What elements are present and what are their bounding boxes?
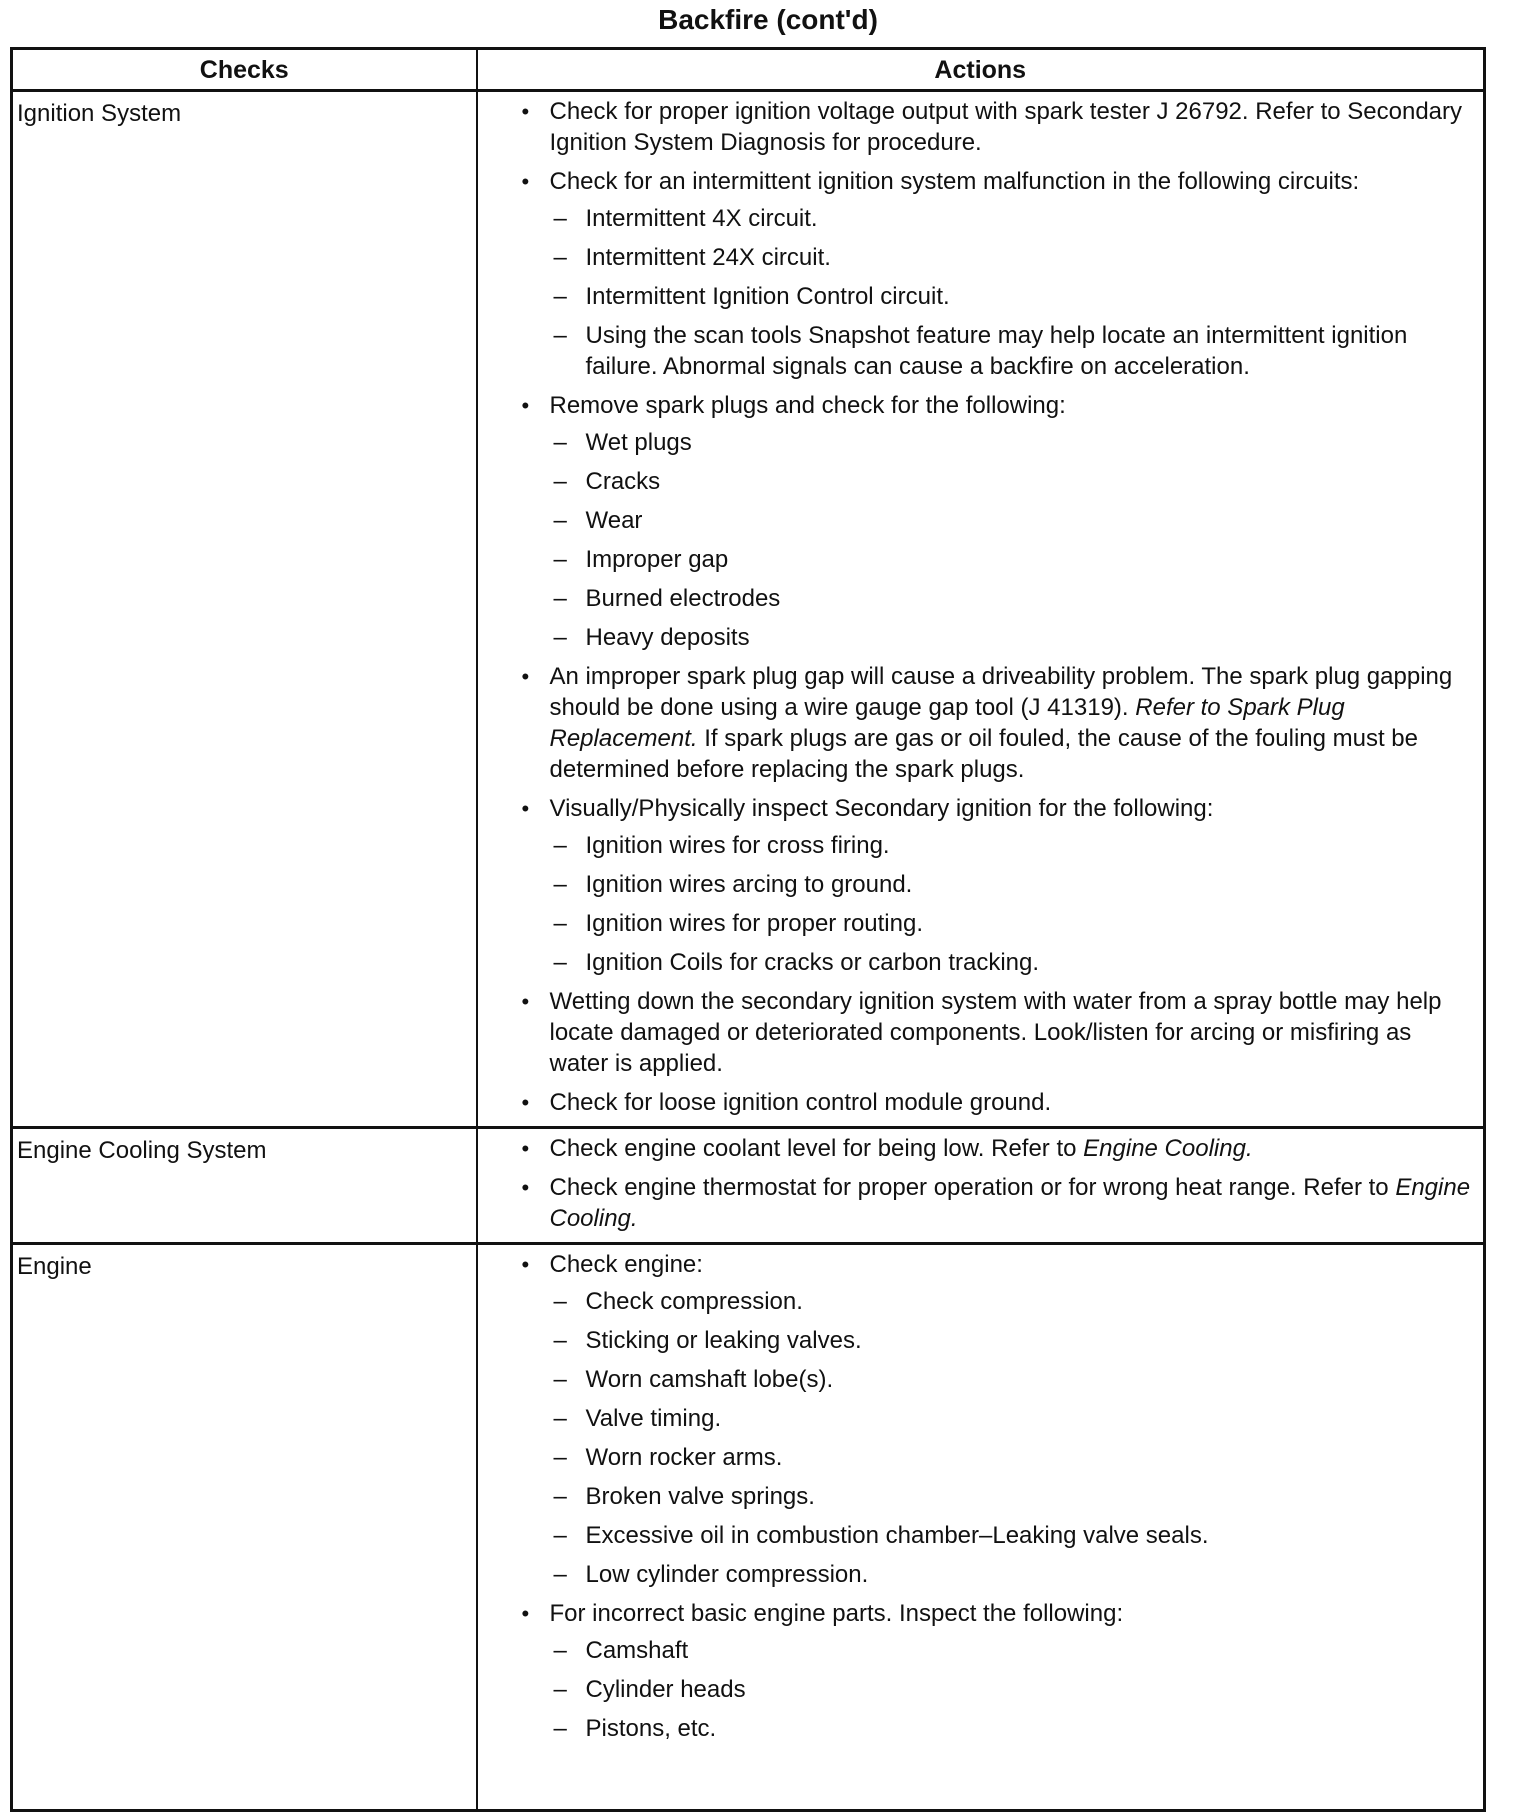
sub-item [550,281,1474,312]
action-text: For incorrect basic engine parts. Inspect the following: [549,1600,1124,1627]
sub-text: Ignition wires arcing to ground. [585,871,913,898]
sub-item [550,320,1474,382]
dash-icon: – [553,322,567,349]
reference-text: Refer to Spark Plug Replacement. [549,694,1345,752]
sub-list [550,1635,1474,1744]
dash-icon: – [553,624,567,651]
dash-icon: – [553,1676,567,1703]
dash-icon: – [553,429,567,456]
action-item [518,1172,1474,1234]
action-text: Check engine coolant level for being low. Refer to [549,1135,1077,1162]
sub-item [550,466,1474,497]
bullet-icon: • [521,1136,530,1161]
sub-text: Cylinder heads [585,1676,746,1703]
sub-text: Intermittent 24X circuit. [585,244,831,271]
dash-icon: – [553,910,567,937]
bullet-icon: • [521,169,530,194]
action-text: Visually/Physically inspect Secondary ignition for the following: [549,795,1214,822]
dash-icon: – [553,546,567,573]
dash-icon: – [553,1288,567,1315]
bullet-icon: • [521,1175,530,1200]
dash-icon: – [553,1405,567,1432]
action-text: Check for proper ignition voltage output with spark tester J 26792. Refer to Secondary Ignition System Diagnosis for procedure. [549,98,1463,156]
action-text: Check for loose ignition control module ground. [549,1089,1052,1116]
check-cell: Ignition System [12,91,477,1128]
sub-text: Pistons, etc. [585,1715,717,1742]
sub-item [550,1442,1474,1473]
action-item [518,1133,1474,1164]
action-item [518,1249,1474,1590]
diagnosis-table [10,47,1486,1812]
action-text: Remove spark plugs and check for the following: [549,392,1066,419]
dash-icon: – [553,832,567,859]
sub-item [550,544,1474,575]
actions-column-header: Actions [477,49,1485,91]
sub-text: Improper gap [585,546,729,573]
bullet-icon: • [521,796,530,821]
dash-icon: – [553,1637,567,1664]
sub-item [550,622,1474,653]
dash-icon: – [553,871,567,898]
sub-text: Low cylinder compression. [585,1561,869,1588]
sub-text: Wet plugs [585,429,692,456]
sub-item [550,583,1474,614]
dash-icon: – [553,468,567,495]
page-title: Backfire (cont'd) [658,4,878,35]
sub-text: Ignition Coils for cracks or carbon tracking. [585,949,1040,976]
sub-item [550,242,1474,273]
sub-item [550,869,1474,900]
sub-list [550,427,1474,653]
table-row [12,1244,1485,1811]
sub-text: Heavy deposits [585,624,750,651]
diagnosis-table-container [10,47,1486,1812]
actions-cell [477,1244,1485,1811]
header-row [12,49,1485,91]
dash-icon: – [553,507,567,534]
action-item [518,166,1474,382]
sub-text: Ignition wires for proper routing. [585,910,923,937]
sub-text: Sticking or leaking valves. [585,1327,862,1354]
action-item [518,390,1474,653]
sub-text: Burned electrodes [585,585,781,612]
dash-icon: – [553,1483,567,1510]
sub-item [550,947,1474,978]
action-item [518,1598,1474,1744]
bullet-icon: • [521,99,530,124]
dash-icon: – [553,585,567,612]
action-text: Check engine: [549,1251,703,1278]
sub-text: Wear [585,507,643,534]
action-item [518,96,1474,158]
reference-text: Engine Cooling. [549,1174,1471,1232]
sub-item [550,908,1474,939]
check-cell: Engine Cooling System [12,1128,477,1244]
action-text: Check for an intermittent ignition system malfunction in the following circuits: [549,168,1360,195]
sub-item [550,1481,1474,1512]
bullet-icon: • [521,1090,530,1115]
action-text-continued: If spark plugs are gas or oil fouled, the cause of the fouling must be determined before replacing the spark plugs. [549,725,1419,783]
action-item [518,1087,1474,1118]
dash-icon: – [553,205,567,232]
sub-text: Check compression. [585,1288,803,1315]
sub-text: Worn rocker arms. [585,1444,783,1471]
sub-item [550,427,1474,458]
reference-text: Engine Cooling. [1083,1135,1253,1162]
sub-text: Cracks [585,468,661,495]
sub-list [550,1286,1474,1590]
sub-text: Broken valve springs. [585,1483,815,1510]
sub-text: Intermittent 4X circuit. [585,205,818,232]
dash-icon: – [553,1561,567,1588]
dash-icon: – [553,1327,567,1354]
action-item [518,661,1474,785]
bullet-icon: • [521,393,530,418]
sub-text: Excessive oil in combustion chamber–Leaking valve seals. [585,1522,1209,1549]
actions-cell [477,1128,1485,1244]
bullet-icon: • [521,664,530,689]
sub-item [550,203,1474,234]
dash-icon: – [553,1522,567,1549]
bullet-icon: • [521,1252,530,1277]
sub-text: Worn camshaft lobe(s). [585,1366,834,1393]
sub-item [550,1286,1474,1317]
sub-item [550,830,1474,861]
action-text: An improper spark plug gap will cause a driveability problem. The spark plug gapping should be done using a wire gauge gap tool (J 41319). [549,663,1453,721]
action-item [518,793,1474,978]
sub-item [550,1674,1474,1705]
sub-item [550,1559,1474,1590]
dash-icon: – [553,1366,567,1393]
sub-item [550,1364,1474,1395]
dash-icon: – [553,244,567,271]
sub-item [550,505,1474,536]
checks-column-header: Checks [12,49,477,91]
sub-text: Valve timing. [585,1405,722,1432]
sub-text: Intermittent Ignition Control circuit. [585,283,950,310]
table-row [12,91,1485,1128]
action-item [518,986,1474,1079]
sub-list [550,830,1474,978]
action-text: Wetting down the secondary ignition system with water from a spray bottle may help locate damaged or deteriorated components. Look/listen for arcing or misfiring as water is applied. [549,988,1442,1077]
bullet-icon: • [521,1601,530,1626]
sub-list [550,203,1474,382]
sub-item [550,1635,1474,1666]
dash-icon: – [553,1444,567,1471]
sub-item [550,1713,1474,1744]
sub-text: Ignition wires for cross firing. [585,832,890,859]
sub-text: Using the scan tools Snapshot feature may help locate an intermittent ignition failure. Abnormal signals can cause a backfire on acceleration. [585,322,1408,380]
sub-text: Camshaft [585,1637,689,1664]
check-cell: Engine [12,1244,477,1811]
dash-icon: – [553,949,567,976]
dash-icon: – [553,283,567,310]
action-text: Check engine thermostat for proper operation or for wrong heat range. Refer to [549,1174,1389,1201]
dash-icon: – [553,1715,567,1742]
table-row [12,1128,1485,1244]
sub-item [550,1325,1474,1356]
sub-item [550,1403,1474,1434]
bullet-icon: • [521,989,530,1014]
sub-item [550,1520,1474,1551]
actions-cell [477,91,1485,1128]
